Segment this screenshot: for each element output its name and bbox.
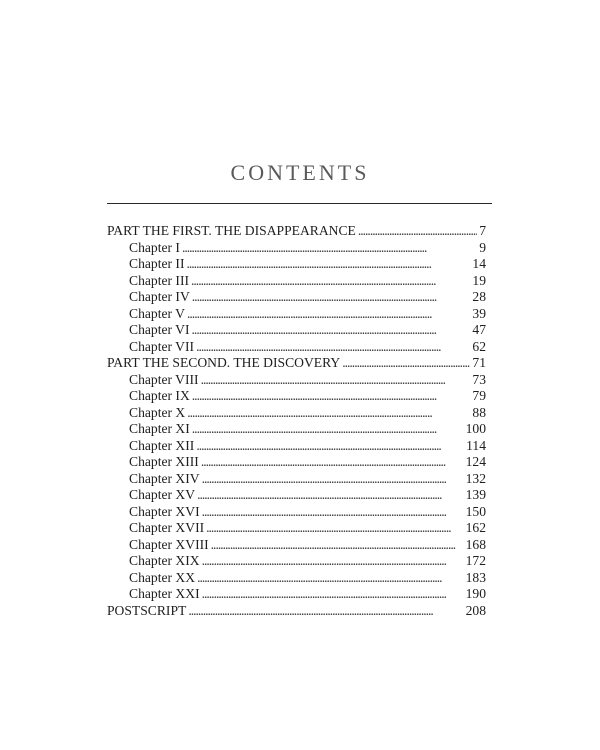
toc-entry-label: Chapter X: [129, 404, 186, 420]
dot-leader: [187, 306, 470, 323]
toc-entry-page-number: 183: [465, 569, 486, 585]
title-rule: [107, 203, 492, 204]
toc-entry-page-number: 79: [472, 388, 486, 403]
toc-entry-page-number: 190: [465, 586, 486, 601]
toc-chapter-entry[interactable]: [107, 240, 486, 257]
toc-entry-page-number: 88: [472, 404, 486, 420]
toc-entry-label: Chapter VI: [129, 322, 190, 337]
toc-entry-label: PART THE FIRST. THE DISAPPEARANCE: [107, 223, 356, 238]
dot-leader: [211, 537, 464, 554]
toc-entry-label: Chapter XVI: [129, 503, 200, 519]
toc-entry-label: Chapter XV: [129, 487, 196, 502]
dot-leader: [196, 339, 470, 356]
toc-chapter-entry[interactable]: [107, 520, 486, 537]
toc-entry-label: Chapter XII: [129, 437, 195, 453]
toc-chapter-entry[interactable]: [107, 553, 486, 570]
toc-entry-page-number: 14: [472, 256, 486, 271]
dot-leader: [358, 223, 477, 240]
dot-leader: [201, 454, 464, 471]
toc-chapter-entry[interactable]: [107, 586, 486, 603]
dot-leader: [197, 487, 464, 504]
toc-entry-page-number: 39: [472, 305, 486, 321]
toc-entry-page-number: 71: [472, 355, 486, 370]
toc-entry-label: Chapter I: [129, 239, 180, 255]
toc-entry-label: PART THE SECOND. THE DISCOVERY: [107, 355, 341, 370]
toc-chapter-entry[interactable]: [107, 256, 486, 273]
toc-chapter-entry[interactable]: [107, 504, 486, 521]
toc-entry-label: POSTSCRIPT: [107, 602, 187, 618]
toc-entry-page-number: 150: [465, 503, 486, 519]
dot-leader: [192, 322, 471, 339]
dot-leader: [192, 289, 471, 306]
toc-entry-label: Chapter IV: [129, 289, 190, 304]
toc-entry-page-number: 73: [472, 371, 486, 387]
dot-leader: [197, 570, 464, 587]
toc-chapter-entry[interactable]: [107, 570, 486, 587]
dot-leader: [202, 553, 464, 570]
toc-part-entry[interactable]: [107, 603, 486, 620]
toc-entry-label: Chapter XVII: [129, 520, 205, 535]
dot-leader: [187, 405, 470, 422]
toc-entry-page-number: 208: [465, 602, 486, 618]
dot-leader: [196, 438, 464, 455]
toc-part-entry[interactable]: [107, 355, 486, 372]
toc-chapter-entry[interactable]: [107, 322, 486, 339]
toc-chapter-entry[interactable]: [107, 372, 486, 389]
toc-chapter-entry[interactable]: [107, 438, 486, 455]
table-of-contents: [107, 223, 486, 619]
toc-entry-page-number: 19: [472, 272, 486, 288]
toc-entry-page-number: 172: [465, 553, 486, 568]
toc-entry-page-number: 132: [465, 470, 486, 486]
toc-chapter-entry[interactable]: [107, 471, 486, 488]
dot-leader: [186, 256, 470, 273]
dot-leader: [201, 372, 471, 389]
toc-entry-page-number: 9: [479, 239, 486, 255]
toc-chapter-entry[interactable]: [107, 537, 486, 554]
toc-chapter-entry[interactable]: [107, 289, 486, 306]
toc-part-entry[interactable]: [107, 223, 486, 240]
dot-leader: [202, 586, 464, 603]
toc-chapter-entry[interactable]: [107, 306, 486, 323]
toc-entry-page-number: 7: [479, 223, 486, 238]
toc-entry-label: Chapter II: [129, 256, 185, 271]
toc-entry-page-number: 100: [465, 421, 486, 436]
toc-chapter-entry[interactable]: [107, 339, 486, 356]
toc-entry-page-number: 47: [472, 322, 486, 337]
toc-entry-label: Chapter VIII: [129, 371, 199, 387]
toc-entry-page-number: 28: [472, 289, 486, 304]
dot-leader: [192, 388, 471, 405]
toc-chapter-entry[interactable]: [107, 454, 486, 471]
dot-leader: [342, 355, 470, 372]
toc-entry-label: Chapter XIX: [129, 553, 200, 568]
toc-entry-label: Chapter XXI: [129, 586, 200, 601]
toc-entry-page-number: 62: [472, 338, 486, 354]
toc-entry-label: Chapter IX: [129, 388, 190, 403]
dot-leader: [188, 603, 463, 620]
page-title: CONTENTS: [230, 160, 370, 185]
dot-leader: [192, 421, 464, 438]
toc-entry-label: Chapter III: [129, 272, 190, 288]
dot-leader: [182, 240, 477, 257]
toc-entry-page-number: 168: [465, 536, 486, 552]
dot-leader: [206, 520, 463, 537]
toc-chapter-entry[interactable]: [107, 405, 486, 422]
toc-entry-label: Chapter XVIII: [129, 536, 209, 552]
toc-entry-page-number: 114: [466, 437, 486, 453]
toc-chapter-entry[interactable]: [107, 388, 486, 405]
dot-leader: [202, 504, 464, 521]
toc-entry-page-number: 162: [465, 520, 486, 535]
toc-entry-label: Chapter XI: [129, 421, 190, 436]
toc-entry-label: Chapter VII: [129, 338, 195, 354]
toc-chapter-entry[interactable]: [107, 273, 486, 290]
toc-chapter-entry[interactable]: [107, 487, 486, 504]
dot-leader: [202, 471, 464, 488]
toc-entry-page-number: 139: [465, 487, 486, 502]
dot-leader: [191, 273, 470, 290]
toc-entry-label: Chapter V: [129, 305, 186, 321]
toc-entry-label: Chapter XIV: [129, 470, 200, 486]
toc-entry-label: Chapter XX: [129, 569, 196, 585]
toc-entry-label: Chapter XIII: [129, 454, 199, 469]
toc-chapter-entry[interactable]: [107, 421, 486, 438]
toc-entry-page-number: 124: [465, 454, 486, 469]
